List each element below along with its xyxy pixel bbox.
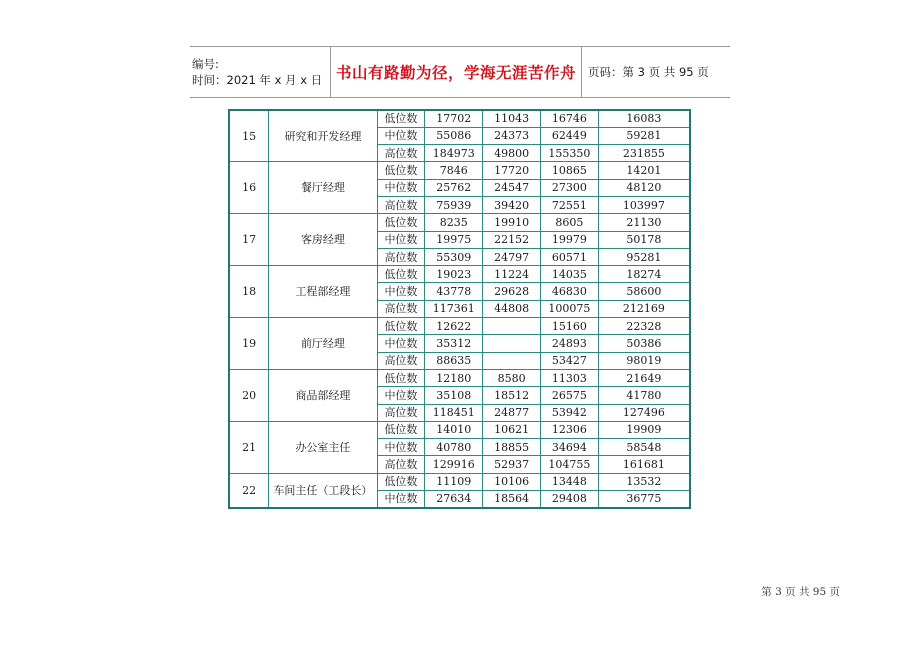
value-cell: 48120 xyxy=(598,179,690,196)
level-cell: 高位数 xyxy=(377,196,425,213)
position-cell: 餐厅经理 xyxy=(269,162,377,214)
position-cell: 车间主任（工段长） xyxy=(269,473,377,508)
table-row xyxy=(229,110,690,127)
value-cell: 24877 xyxy=(483,404,541,421)
position-cell: 商品部经理 xyxy=(269,369,377,421)
value-cell xyxy=(483,318,541,335)
time-label: 时间：2021 年 x 月 x 日 xyxy=(192,73,323,87)
value-cell: 52937 xyxy=(483,456,541,473)
value-cell: 100075 xyxy=(540,300,598,317)
row-number-cell: 20 xyxy=(229,369,269,421)
salary-table xyxy=(228,109,691,509)
position-cell: 前厅经理 xyxy=(269,318,377,370)
value-cell: 24893 xyxy=(540,335,598,352)
value-cell: 59281 xyxy=(598,127,690,144)
value-cell: 118451 xyxy=(425,404,483,421)
level-cell: 低位数 xyxy=(377,369,425,386)
value-cell: 127496 xyxy=(598,404,690,421)
level-cell: 高位数 xyxy=(377,404,425,421)
level-cell: 低位数 xyxy=(377,214,425,231)
row-number-cell: 19 xyxy=(229,318,269,370)
value-cell: 231855 xyxy=(598,145,690,162)
value-cell: 58548 xyxy=(598,439,690,456)
value-cell: 22328 xyxy=(598,318,690,335)
value-cell: 21130 xyxy=(598,214,690,231)
value-cell: 104755 xyxy=(540,456,598,473)
value-cell: 29408 xyxy=(540,491,598,508)
level-cell: 低位数 xyxy=(377,162,425,179)
level-cell: 中位数 xyxy=(377,491,425,508)
value-cell: 98019 xyxy=(598,352,690,369)
value-cell: 155350 xyxy=(540,145,598,162)
value-cell: 212169 xyxy=(598,300,690,317)
value-cell: 35312 xyxy=(425,335,483,352)
value-cell: 17702 xyxy=(425,110,483,127)
value-cell: 41780 xyxy=(598,387,690,404)
value-cell: 19975 xyxy=(425,231,483,248)
value-cell: 12180 xyxy=(425,369,483,386)
value-cell: 36775 xyxy=(598,491,690,508)
header-motto-cell xyxy=(331,47,582,97)
value-cell: 55086 xyxy=(425,127,483,144)
value-cell: 21649 xyxy=(598,369,690,386)
value-cell: 11109 xyxy=(425,473,483,490)
row-number-cell: 21 xyxy=(229,421,269,473)
value-cell: 8235 xyxy=(425,214,483,231)
value-cell: 8580 xyxy=(483,369,541,386)
level-cell: 高位数 xyxy=(377,352,425,369)
value-cell: 24373 xyxy=(483,127,541,144)
table-row xyxy=(229,369,690,386)
table-row xyxy=(229,473,690,490)
value-cell: 161681 xyxy=(598,456,690,473)
value-cell: 55309 xyxy=(425,248,483,265)
value-cell: 27300 xyxy=(540,179,598,196)
value-cell: 11224 xyxy=(483,266,541,283)
code-label: 编号: xyxy=(192,57,219,71)
value-cell: 58600 xyxy=(598,283,690,300)
value-cell: 117361 xyxy=(425,300,483,317)
value-cell: 53427 xyxy=(540,352,598,369)
header-left-cell xyxy=(190,47,331,97)
value-cell: 18564 xyxy=(483,491,541,508)
value-cell: 24547 xyxy=(483,179,541,196)
salary-table-body xyxy=(229,110,690,508)
value-cell: 14201 xyxy=(598,162,690,179)
row-number-cell: 18 xyxy=(229,266,269,318)
value-cell: 50178 xyxy=(598,231,690,248)
value-cell: 16746 xyxy=(540,110,598,127)
value-cell: 10106 xyxy=(483,473,541,490)
value-cell: 16083 xyxy=(598,110,690,127)
value-cell: 62449 xyxy=(540,127,598,144)
value-cell: 27634 xyxy=(425,491,483,508)
page-number-label: 页码：第 3 页 共 95 页 xyxy=(588,65,709,79)
value-cell: 46830 xyxy=(540,283,598,300)
value-cell: 40780 xyxy=(425,439,483,456)
value-cell xyxy=(483,335,541,352)
value-cell: 19023 xyxy=(425,266,483,283)
level-cell: 低位数 xyxy=(377,473,425,490)
value-cell: 12622 xyxy=(425,318,483,335)
header-page-cell xyxy=(582,47,730,97)
value-cell: 19910 xyxy=(483,214,541,231)
value-cell: 18512 xyxy=(483,387,541,404)
table-row xyxy=(229,162,690,179)
level-cell: 中位数 xyxy=(377,439,425,456)
level-cell: 中位数 xyxy=(377,231,425,248)
value-cell: 13532 xyxy=(598,473,690,490)
level-cell: 高位数 xyxy=(377,300,425,317)
motto-text: 书山有路勤为径，学海无涯苦作舟 xyxy=(335,64,576,82)
value-cell: 95281 xyxy=(598,248,690,265)
level-cell: 中位数 xyxy=(377,283,425,300)
value-cell: 11303 xyxy=(540,369,598,386)
value-cell: 88635 xyxy=(425,352,483,369)
value-cell: 26575 xyxy=(540,387,598,404)
level-cell: 中位数 xyxy=(377,335,425,352)
value-cell: 60571 xyxy=(540,248,598,265)
level-cell: 低位数 xyxy=(377,266,425,283)
position-cell: 工程部经理 xyxy=(269,266,377,318)
level-cell: 低位数 xyxy=(377,318,425,335)
value-cell: 29628 xyxy=(483,283,541,300)
value-cell: 75939 xyxy=(425,196,483,213)
row-number-cell: 17 xyxy=(229,214,269,266)
table-row xyxy=(229,421,690,438)
value-cell: 184973 xyxy=(425,145,483,162)
level-cell: 中位数 xyxy=(377,127,425,144)
row-number-cell: 15 xyxy=(229,110,269,162)
row-number-cell: 16 xyxy=(229,162,269,214)
level-cell: 高位数 xyxy=(377,145,425,162)
level-cell: 高位数 xyxy=(377,248,425,265)
page-header xyxy=(190,46,730,98)
value-cell: 7846 xyxy=(425,162,483,179)
level-cell: 低位数 xyxy=(377,421,425,438)
value-cell: 10865 xyxy=(540,162,598,179)
value-cell: 19979 xyxy=(540,231,598,248)
level-cell: 中位数 xyxy=(377,179,425,196)
value-cell: 19909 xyxy=(598,421,690,438)
value-cell: 14035 xyxy=(540,266,598,283)
value-cell: 18274 xyxy=(598,266,690,283)
value-cell: 44808 xyxy=(483,300,541,317)
position-cell: 办公室主任 xyxy=(269,421,377,473)
value-cell: 15160 xyxy=(540,318,598,335)
value-cell: 43778 xyxy=(425,283,483,300)
level-cell: 低位数 xyxy=(377,110,425,127)
value-cell: 11043 xyxy=(483,110,541,127)
value-cell xyxy=(483,352,541,369)
value-cell: 24797 xyxy=(483,248,541,265)
value-cell: 17720 xyxy=(483,162,541,179)
value-cell: 72551 xyxy=(540,196,598,213)
value-cell: 53942 xyxy=(540,404,598,421)
position-cell: 客房经理 xyxy=(269,214,377,266)
table-row xyxy=(229,266,690,283)
value-cell: 8605 xyxy=(540,214,598,231)
value-cell: 49800 xyxy=(483,145,541,162)
level-cell: 高位数 xyxy=(377,456,425,473)
position-cell: 研究和开发经理 xyxy=(269,110,377,162)
value-cell: 14010 xyxy=(425,421,483,438)
value-cell: 35108 xyxy=(425,387,483,404)
value-cell: 129916 xyxy=(425,456,483,473)
value-cell: 39420 xyxy=(483,196,541,213)
row-number-cell: 22 xyxy=(229,473,269,508)
value-cell: 18855 xyxy=(483,439,541,456)
value-cell: 13448 xyxy=(540,473,598,490)
footer-page-text: 第 3 页 共 95 页 xyxy=(761,586,840,598)
table-row xyxy=(229,318,690,335)
value-cell: 25762 xyxy=(425,179,483,196)
value-cell: 22152 xyxy=(483,231,541,248)
level-cell: 中位数 xyxy=(377,387,425,404)
value-cell: 12306 xyxy=(540,421,598,438)
value-cell: 50386 xyxy=(598,335,690,352)
value-cell: 10621 xyxy=(483,421,541,438)
value-cell: 103997 xyxy=(598,196,690,213)
page-footer xyxy=(761,584,840,599)
value-cell: 34694 xyxy=(540,439,598,456)
table-row xyxy=(229,214,690,231)
